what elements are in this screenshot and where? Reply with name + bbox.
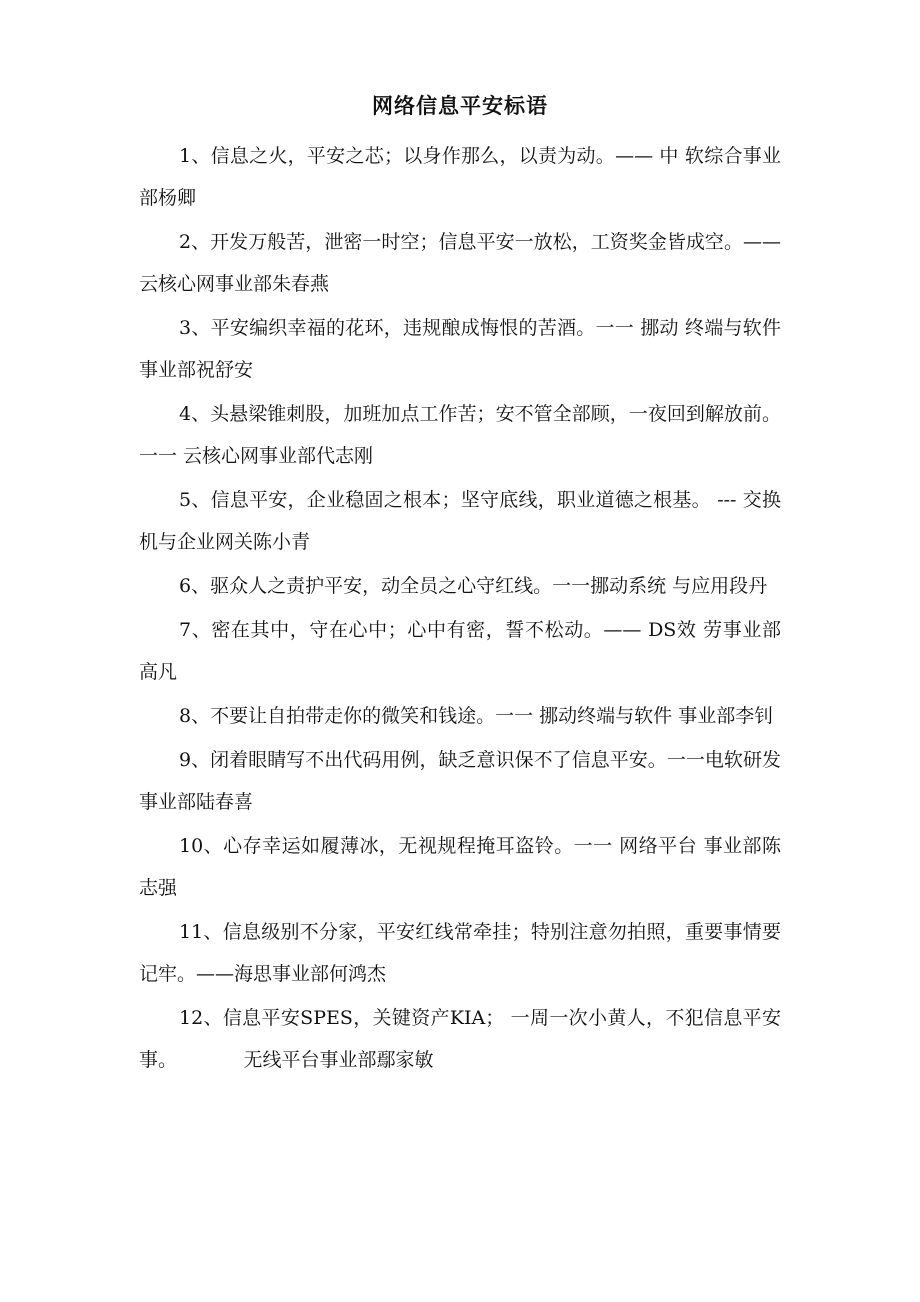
item-author: 云核心网事业部代志刚 <box>177 445 374 467</box>
item-number: 11、 <box>179 921 223 943</box>
slogan-item-12 <box>139 997 781 1081</box>
item-text: 密在其中，守在心中；心中有密，誓不松动。—— <box>211 619 642 641</box>
item-number: 1、 <box>179 145 211 167</box>
item-author: 网络平台 事业部陈志强 <box>139 835 781 899</box>
slogan-item-8 <box>139 695 781 737</box>
item-number: 12、 <box>179 1007 223 1029</box>
item-text: 信息平安，企业稳固之根本；坚守底线，职业道德之根基。 <box>210 489 711 511</box>
slogan-item-11 <box>139 911 781 995</box>
item-text: 头悬梁锥刺股，加班加点工作苦；安不管全部顾，一夜回到解放前。一一 <box>139 403 781 467</box>
item-number: 5、 <box>179 489 211 511</box>
item-number: 8、 <box>179 705 211 727</box>
item-number: 3、 <box>179 317 211 339</box>
item-text: 闭着眼睛写不出代码用例，缺乏意识保不了信息平安。一一 <box>210 749 705 771</box>
slogan-item-10 <box>139 825 781 909</box>
item-number: 4、 <box>179 403 211 425</box>
item-author: 无线平台事业部鄢家敏 <box>167 1049 434 1071</box>
item-number: 7、 <box>179 619 212 641</box>
slogan-item-4 <box>139 393 781 477</box>
item-text: 驱众人之责护平安，动全员之心守红线。一一 <box>210 575 591 597</box>
item-number: 2、 <box>179 231 211 253</box>
item-author: 挪动终端与软件 事业部李钊 <box>533 705 774 727</box>
item-text: 信息级别不分家，平安红线常牵挂；特别注意勿拍照，重要事情要记牢。—— <box>139 921 781 985</box>
item-number: 9、 <box>179 749 211 771</box>
slogan-item-3 <box>139 307 781 391</box>
item-author: 海思事业部何鸿杰 <box>234 963 387 985</box>
item-author: 中 软综合事业部杨卿 <box>139 145 781 209</box>
slogan-item-7 <box>139 609 781 693</box>
item-author: --- 交换机与企业网关陈小青 <box>139 489 781 553</box>
item-author: 挪动 终端与软件事业部祝舒安 <box>139 317 781 381</box>
item-text: 开发万般苦，泄密一时空；信息平安一放松，工资奖金皆成空。—— <box>210 231 781 253</box>
item-text: 平安编织幸福的花环，违规酿成悔恨的苦酒。一一 <box>210 317 634 339</box>
slogan-item-6 <box>139 565 781 607</box>
item-number: 10、 <box>179 835 224 857</box>
item-number: 6、 <box>179 575 211 597</box>
item-text: 不要让自拍带走你的微笑和钱途。一一 <box>210 705 534 727</box>
slogan-list <box>139 135 781 1083</box>
document-title: 网络信息平安标语 <box>372 94 548 118</box>
item-text: 信息平安SPES，关键资产KIA； 一周一次小黄人，不犯信息平安事。 <box>139 1007 781 1071</box>
slogan-item-9 <box>139 739 781 823</box>
item-author: 电软研发事业部陆春喜 <box>139 749 781 813</box>
item-author: 挪动系统 与应用段丹 <box>590 575 768 597</box>
item-text: 信息之火，平安之芯；以身作那么，以责为动。—— <box>210 145 654 167</box>
slogan-item-5 <box>139 479 781 563</box>
item-author: DS效 劳事业部高凡 <box>139 619 781 683</box>
slogan-item-1 <box>139 135 781 219</box>
item-text: 心存幸运如履薄冰，无视规程掩耳盗铃。一一 <box>223 835 613 857</box>
item-author: 云核心网事业部朱春燕 <box>139 273 330 295</box>
slogan-item-2 <box>139 221 781 305</box>
